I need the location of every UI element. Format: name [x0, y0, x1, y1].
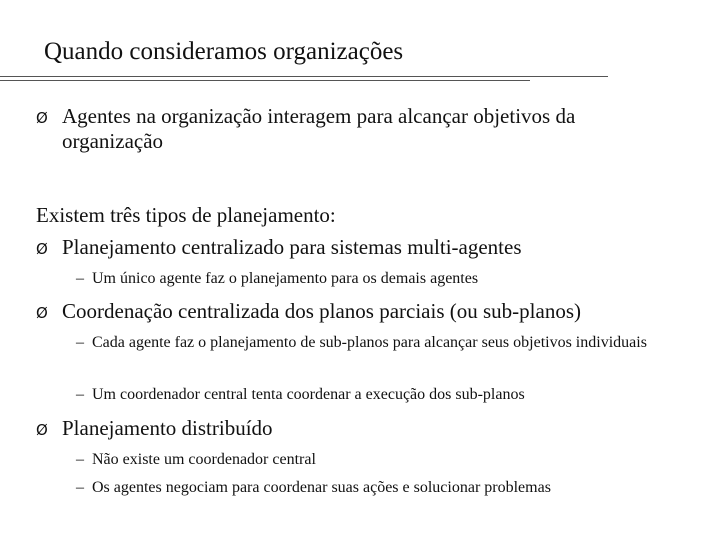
sub-item-text: Um coordenador central tenta coordenar a execução dos sub-planos [92, 386, 525, 403]
dash-glyph: – [76, 386, 84, 403]
sub-item-text: Cada agente faz o planejamento de sub-planos para alcançar seus objetivos individuais [92, 334, 647, 351]
sub-item [76, 450, 706, 469]
bullet-arrow-icon: Ø [36, 109, 48, 127]
bullet-arrow-icon: Ø [36, 240, 48, 258]
bullet-agents-line1: Agentes na organização interagem para alcançar objetivos da [62, 104, 576, 128]
type-distributed-planning: Planejamento distribuído [62, 416, 273, 440]
title-underline-top [0, 76, 608, 77]
bullet-agents-line2: organização [62, 129, 164, 153]
title-underline-bottom [0, 80, 530, 81]
bullet-arrow-icon: Ø [36, 421, 48, 439]
sub-item-text: Os agentes negociam para coordenar suas ações e solucionar problemas [92, 479, 551, 496]
sub-item-text: Um único agente faz o planejamento para os demais agentes [92, 270, 479, 287]
sub-item [76, 478, 706, 497]
type-centralized-planning: Planejamento centralizado para sistemas multi-agentes [62, 235, 522, 259]
dash-glyph: – [76, 270, 84, 287]
sub-item-text: Não existe um coordenador central [92, 451, 316, 468]
intro-text: Existem três tipos de planejamento: [36, 203, 336, 227]
dash-glyph: – [76, 451, 84, 468]
sub-item [76, 269, 706, 288]
sub-item [76, 385, 706, 404]
dash-glyph: – [76, 334, 84, 351]
bullet-agents [62, 104, 702, 154]
slide-title: Quando consideramos organizações [44, 38, 404, 65]
dash-glyph: – [76, 479, 84, 496]
sub-item [76, 333, 696, 352]
bullet-arrow-icon: Ø [36, 304, 48, 322]
type-centralized-coordination: Coordenação centralizada dos planos parciais (ou sub-planos) [62, 299, 581, 323]
